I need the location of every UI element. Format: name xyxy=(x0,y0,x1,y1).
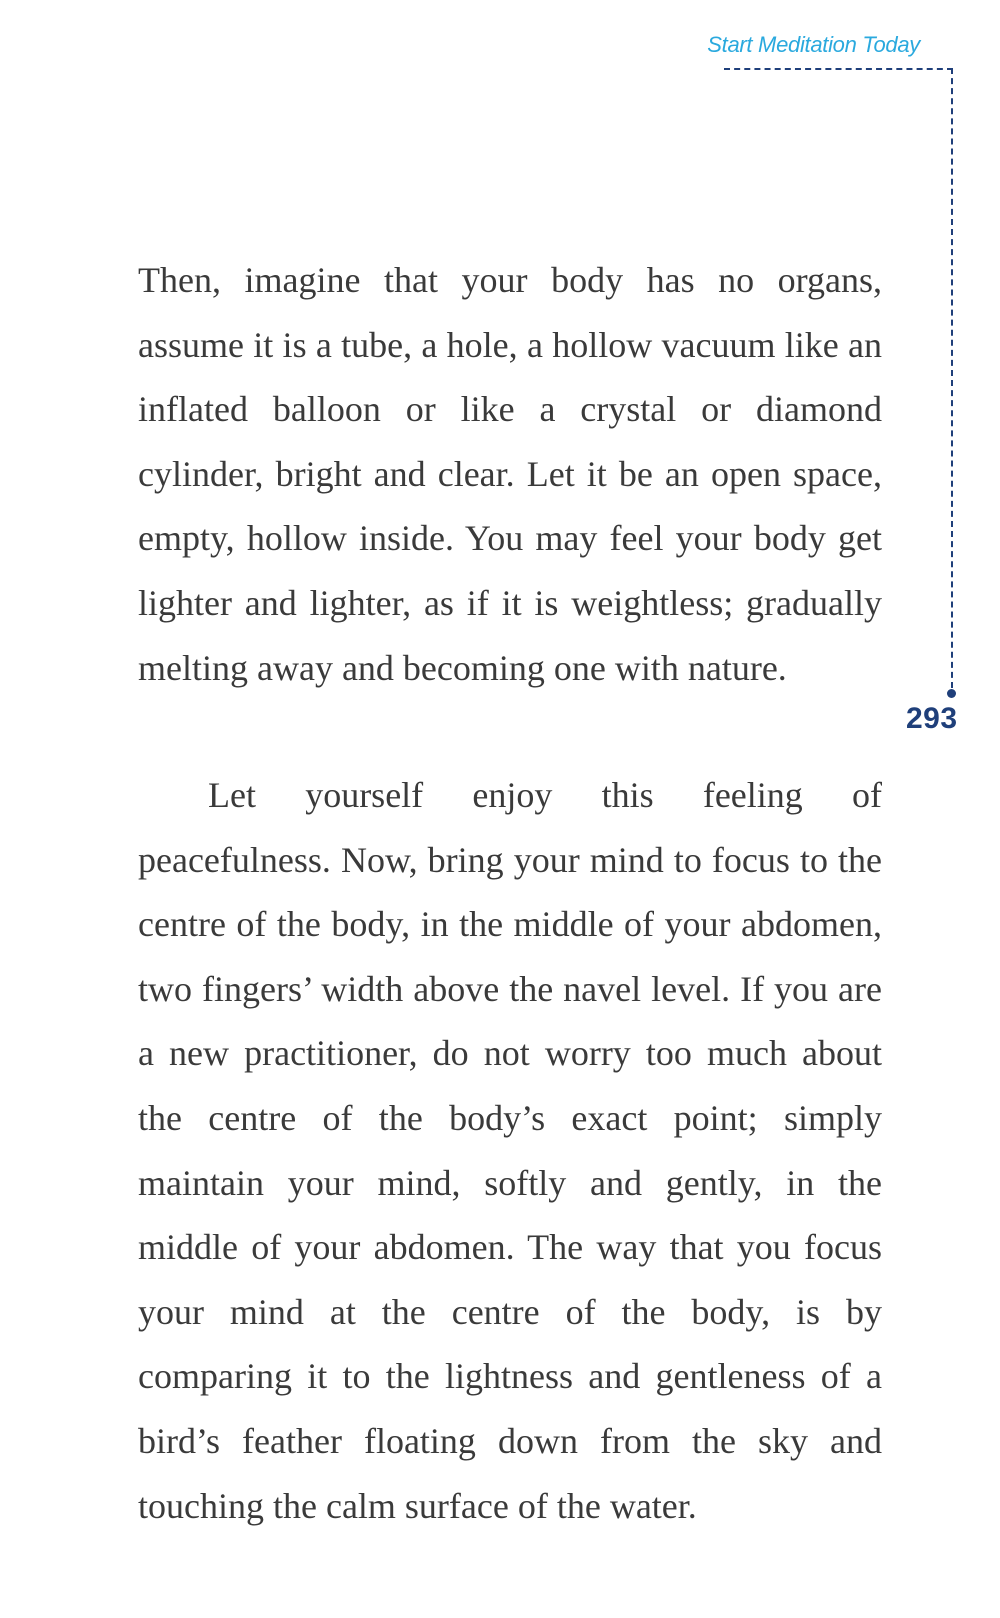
body-paragraph-2: Let yourself enjoy this feeling of peacefulness. Now, bring your mind to focus to the centre of the body, in the middle of your abdomen, two fingers’ width above the navel level. If you are a new practitioner, do not worry too much about the centre of the body’s exact point; simply maintain your mind, softly and gently, in the middle of your abdomen. The way that you focus your mind at the centre of the body, is by comparing it to the lightness and gentleness of a bird’s feather floating down from the sky and touching the calm surface of the water. xyxy=(138,775,882,1526)
body-paragraph-1: Then, imagine that your body has no organs, assume it is a tube, a hole, a hollow vacuum like an inflated balloon or like a crystal or diamond cylinder, bright and clear. Let it be an open space, empty, hollow inside. You may feel your body get lighter and lighter, as if it is weightless; gradually melting away and becoming one with nature. xyxy=(138,260,882,688)
page-number: 293 xyxy=(906,702,958,735)
margin-dashed-line xyxy=(951,68,953,688)
running-header-title: Start Meditation Today xyxy=(707,32,920,57)
margin-line-dot xyxy=(947,689,956,698)
header-dashed-rule xyxy=(724,68,953,70)
